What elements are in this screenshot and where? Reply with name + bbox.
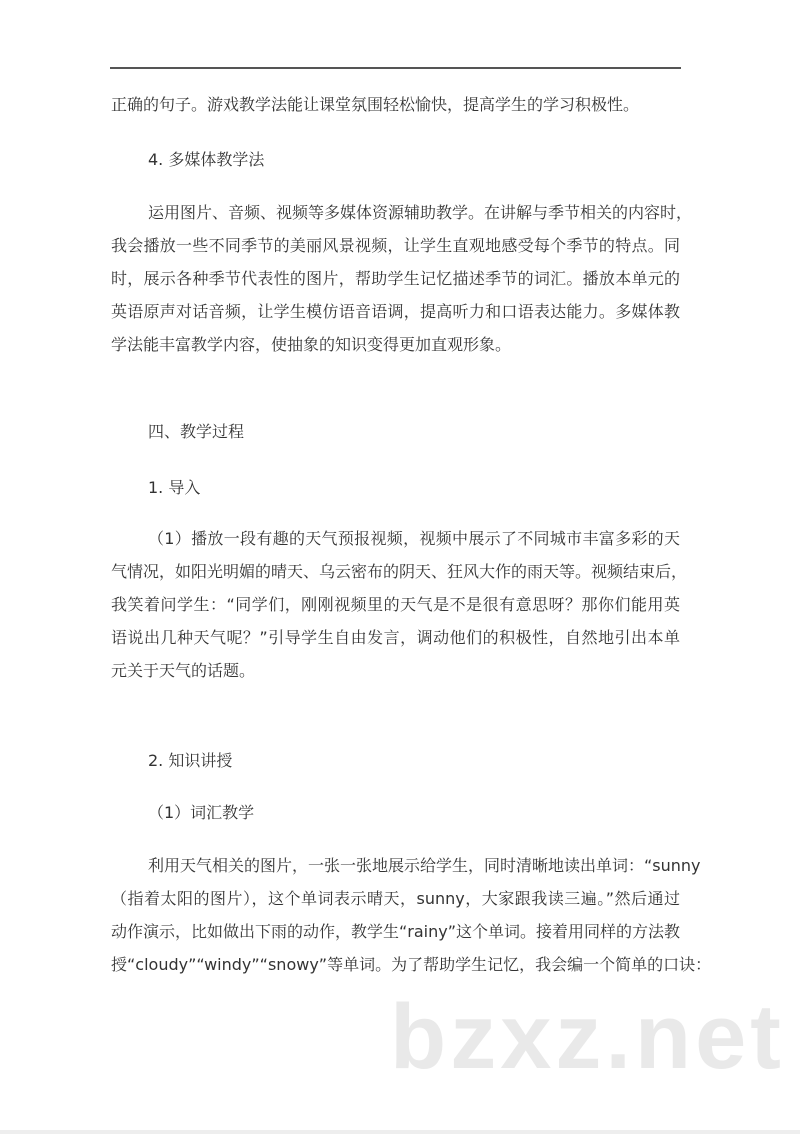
watermark: bzxz.net bbox=[390, 986, 785, 1088]
paragraph-line: 学法能丰富教学内容，使抽象的知识变得更加直观形象。 bbox=[111, 335, 512, 354]
paragraph-line: 英语原声对话音频，让学生模仿语音语调，提高听力和口语表达能力。多媒体教 bbox=[111, 302, 680, 321]
paragraph-line: 正确的句子。游戏教学法能让课堂氛围轻松愉快，提高学生的学习积极性。 bbox=[111, 95, 640, 114]
section-heading: （1）词汇教学 bbox=[148, 803, 255, 822]
section-heading: 2. 知识讲授 bbox=[148, 751, 233, 770]
paragraph-line: 我会播放一些不同季节的美丽风景视频，让学生直观地感受每个季节的特点。同 bbox=[111, 236, 680, 255]
paragraph-line: 元关于天气的话题。 bbox=[111, 661, 256, 680]
section-heading: 4. 多媒体教学法 bbox=[148, 150, 265, 169]
paragraph-line: 语说出几种天气呢？”引导学生自由发言，调动他们的积极性，自然地引出本单 bbox=[111, 628, 680, 647]
paragraph-line: 运用图片、音频、视频等多媒体资源辅助教学。在讲解与季节相关的内容时， bbox=[148, 203, 693, 222]
paragraph-line: 动作演示，比如做出下雨的动作，教学生“rainy”这个单词。接着用同样的方法教 bbox=[111, 922, 681, 941]
paragraph-line: 我笑着问学生：“同学们，刚刚视频里的天气是不是很有意思呀？那你们能用英 bbox=[111, 595, 680, 614]
section-heading: 四、教学过程 bbox=[148, 422, 245, 441]
paragraph-line: 利用天气相关的图片，一张一张地展示给学生，同时清晰地读出单词：“sunny bbox=[148, 856, 701, 875]
header-rule bbox=[110, 67, 681, 69]
paragraph-line: 时，展示各种季节代表性的图片，帮助学生记忆描述季节的词汇。播放本单元的 bbox=[111, 269, 680, 288]
paragraph-line: 气情况，如阳光明媚的晴天、乌云密布的阴天、狂风大作的雨天等。视频结束后， bbox=[111, 562, 688, 581]
paragraph-line: （1）播放一段有趣的天气预报视频，视频中展示了不同城市丰富多彩的天 bbox=[148, 529, 680, 548]
section-heading: 1. 导入 bbox=[148, 478, 201, 497]
page-bottom-edge bbox=[0, 1130, 800, 1134]
paragraph-line: （指着太阳的图片），这个单词表示晴天，sunny，大家跟我读三遍。”然后通过 bbox=[111, 889, 680, 908]
paragraph-line: 授“cloudy”“windy”“snowy”等单词。为了帮助学生记忆，我会编一个简单的口诀： bbox=[111, 955, 712, 974]
